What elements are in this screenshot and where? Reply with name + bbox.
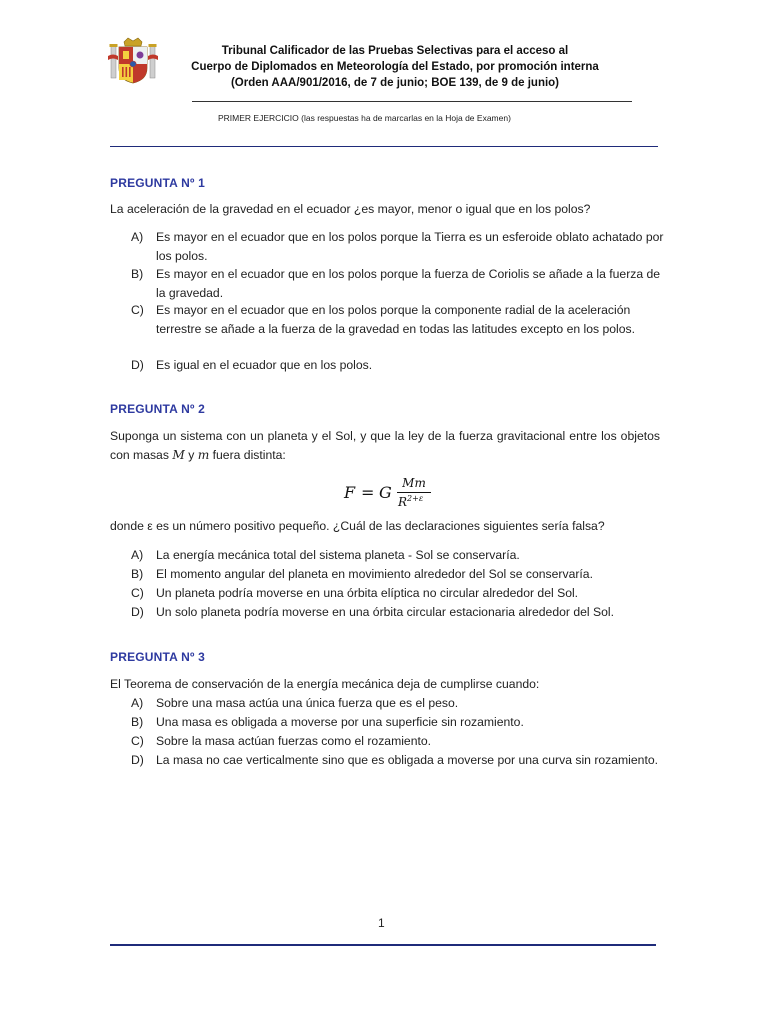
option-text: Sobre la masa actúan fuerzas como el rozamiento. xyxy=(156,734,432,748)
footer-rule xyxy=(110,944,656,946)
option-text: Un solo planeta podría moverse en una órbita circular estacionaria alrededor del Sol. xyxy=(156,605,614,619)
question-1-option-d xyxy=(131,356,671,375)
option-text: Es mayor en el ecuador que en los polos porque la fuerza de Coriolis se añade a la fuerza de la gravedad. xyxy=(156,267,661,300)
formula-equals: = xyxy=(361,483,375,502)
question-3-option-d xyxy=(131,751,661,770)
question-2-text-a: Suponga un sistema con un planeta y el Sol, y que la ley de la fuerza gravitacional entre los objetos con masas xyxy=(110,429,660,462)
page-number: 1 xyxy=(378,916,385,930)
formula-exponent: 2+ε xyxy=(407,494,424,503)
question-3-text: El Teorema de conservación de la energía mecánica deja de cumplirse cuando: xyxy=(110,677,540,691)
header-line-2: Cuerpo de Diplomados en Meteorología del Estado, por promoción interna xyxy=(191,61,599,73)
question-1-option-c xyxy=(131,301,676,338)
option-letter: C) xyxy=(131,586,144,600)
option-text: Una masa es obligada a moverse por una superficie sin rozamiento. xyxy=(156,715,524,729)
exercise-caption xyxy=(218,113,511,123)
formula-denominator: $R^{2+\varepsilon}$ xyxy=(398,494,424,509)
option-letter: B) xyxy=(131,567,144,581)
option-letter: C) xyxy=(131,734,144,748)
word-y: y xyxy=(188,447,195,462)
question-1-title: PREGUNTA Nº 1 xyxy=(110,176,205,190)
option-letter: A) xyxy=(131,230,144,244)
header-rule xyxy=(192,101,632,102)
option-letter: A) xyxy=(131,696,144,710)
question-2-text xyxy=(110,427,660,464)
exercise-label: PRIMER EJERCICIO xyxy=(218,113,299,123)
question-2-option-a xyxy=(131,546,671,565)
header-line-3: (Orden AAA/901/2016, de 7 de junio; BOE 139, de 9 de junio) xyxy=(230,77,560,89)
option-letter: B) xyxy=(131,267,144,281)
fraction-bar xyxy=(397,492,431,493)
option-text: La energía mecánica total del sistema planeta - Sol se conservaría. xyxy=(156,548,520,562)
header-line-1: Tribunal Calificador de las Pruebas Selectivas para el acceso al xyxy=(221,45,569,57)
option-letter: D) xyxy=(131,358,144,372)
option-text: La masa no cae verticalmente sino que es obligada a moverse por una curva sin rozamiento. xyxy=(156,753,658,767)
option-letter: B) xyxy=(131,715,144,729)
question-1-option-b xyxy=(131,265,671,302)
variable-M: M xyxy=(172,447,185,462)
question-2-option-b xyxy=(131,565,671,584)
variable-m: m xyxy=(197,447,210,462)
option-text: Es igual en el ecuador que en los polos. xyxy=(156,358,373,372)
section-divider xyxy=(110,146,658,147)
question-2-title: PREGUNTA Nº 2 xyxy=(110,402,205,416)
option-text: Sobre una masa actúa una única fuerza que es el peso. xyxy=(156,696,459,710)
question-2-text-b: fuera distinta: xyxy=(212,447,286,462)
question-2-option-d xyxy=(131,603,671,622)
question-3-option-c xyxy=(131,732,671,751)
coat-of-arms-emblem xyxy=(108,36,158,86)
option-letter: A) xyxy=(131,548,144,562)
formula-numerator: Mm xyxy=(402,476,426,490)
question-2-followup: donde ε es un número positivo pequeño. ¿Cuál de las declaraciones siguientes sería falsa? xyxy=(110,519,605,533)
formula-g: G xyxy=(379,483,392,502)
question-3-option-b xyxy=(131,713,671,732)
question-1-option-a xyxy=(131,228,671,265)
option-letter: C) xyxy=(131,303,144,317)
question-1-text: La aceleración de la gravedad en el ecuador ¿es mayor, menor o igual que en los polos? xyxy=(110,202,591,216)
option-text: Un planeta podría moverse en una órbita elíptica no circular alrededor del Sol. xyxy=(156,586,579,600)
formula-lhs: F xyxy=(344,483,356,502)
option-text: Es mayor en el ecuador que en los polos porque la componente radial de la aceleración terrestre se añade a la fuerza de la gravedad en todas las latitudes excepto en los polos. xyxy=(156,303,636,336)
option-letter: D) xyxy=(131,605,144,619)
option-letter: D) xyxy=(131,753,144,767)
question-2-option-c xyxy=(131,584,671,603)
question-3-title: PREGUNTA Nº 3 xyxy=(110,650,205,664)
option-text: El momento angular del planeta en movimiento alrededor del Sol se conservaría. xyxy=(156,567,593,581)
exercise-note: (las respuestas ha de marcarlas en la Hoja de Examen) xyxy=(301,113,511,123)
option-text: Es mayor en el ecuador que en los polos porque la Tierra es un esferoide oblato achatado por los polos. xyxy=(156,230,664,263)
question-3-option-a xyxy=(131,694,671,713)
